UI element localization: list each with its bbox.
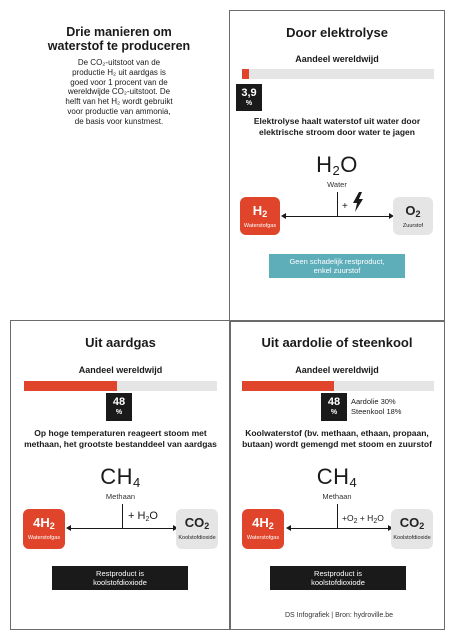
- formula-part: CO: [184, 515, 205, 530]
- elektrolyse-description-line2: elektrische stroom door water te jagen: [259, 126, 415, 137]
- aardolie-note-line2: koolstofdioxiode: [311, 578, 365, 587]
- aardgas-share-value: 48: [112, 396, 126, 408]
- elektrolyse-share-value: 3,9: [241, 87, 257, 99]
- aardolie-breakdown-line1: Aardolie 30%: [351, 397, 396, 406]
- aardolie-share-unit: %: [330, 409, 338, 416]
- elektrolyse-note-line1: Geen schadelijk restproduct,: [289, 257, 385, 266]
- formula-sub: 2: [332, 163, 341, 178]
- elektrolyse-left-label: Waterstofgas: [243, 223, 277, 229]
- elektrolyse-right-formula: [393, 197, 433, 221]
- elektrolyse-arrow-left: [281, 213, 286, 219]
- formula-part: 4H: [33, 515, 50, 530]
- elektrolyse-product-left: [240, 197, 280, 235]
- aardgas-share-unit: %: [115, 409, 123, 416]
- plus-sub: 2: [353, 518, 358, 525]
- aardgas-share-bar-fill: [24, 381, 117, 391]
- formula-part: O: [340, 152, 358, 177]
- formula-sub: 2: [419, 521, 425, 531]
- elektrolyse-description-line1: Elektrolyse haalt waterstof uit water door: [253, 116, 421, 126]
- intro-body-line: wereldwijde CO₂-uitstoot. De: [67, 87, 171, 97]
- aardgas-left-label: Waterstofgas: [27, 535, 61, 541]
- aardolie-formula: [229, 464, 445, 490]
- aardgas-product-right: [176, 509, 218, 549]
- aardgas-formula-label: Methaan: [105, 492, 136, 501]
- source-credit: DS Infografiek | Bron: hydroville.be: [285, 612, 394, 619]
- aardolie-breakdown-line2: Steenkool 18%: [351, 406, 402, 416]
- aardgas-product-left: [23, 509, 65, 549]
- aardolie-product-left: [242, 509, 284, 549]
- intro-body-line: productie H₂ uit aardgas is: [72, 67, 166, 77]
- aardolie-reaction-stem: [337, 504, 338, 528]
- aardgas-reaction-line: [70, 528, 174, 529]
- elektrolyse-formula-label: Water: [327, 180, 347, 189]
- aardolie-share-value: 48: [327, 396, 341, 408]
- elektrolyse-share-bar-fill: [242, 69, 249, 79]
- aardolie-note-line1: Restproduct is: [314, 569, 362, 578]
- aardolie-arrow-left: [286, 525, 291, 531]
- intro-body-line: de basis voor kunstmest.: [74, 116, 164, 126]
- aardgas-share-badge: [106, 393, 132, 421]
- elektrolyse-share-unit: %: [245, 100, 253, 107]
- plus-part: +O: [342, 513, 354, 523]
- intro-body: [14, 58, 224, 127]
- elektrolyse-note: [269, 254, 405, 278]
- aardolie-description-line2: butaan) wordt gemengd met stoom en zuurstof: [242, 438, 432, 449]
- formula-part: 4H: [252, 515, 269, 530]
- formula-sub: 2: [268, 521, 274, 531]
- aardolie-plus: [342, 513, 384, 525]
- formula-sub: 2: [204, 521, 210, 531]
- aardolie-reaction-line: [290, 528, 389, 529]
- formula-part: CH: [316, 464, 350, 489]
- aardolie-share-bar-fill: [242, 381, 334, 391]
- formula-sub: 2: [49, 521, 55, 531]
- aardolie-formula-label: Methaan: [322, 492, 352, 501]
- aardolie-share-badge: [321, 393, 347, 421]
- formula-sub: 4: [349, 475, 358, 490]
- plus-part: + H: [128, 510, 146, 522]
- plus-part: O: [149, 510, 158, 522]
- aardolie-note: [270, 566, 406, 590]
- elektrolyse-left-formula: [240, 197, 280, 221]
- elektrolyse-reaction-stem: [337, 192, 338, 216]
- elektrolyse-reaction-line: [285, 216, 390, 217]
- aardolie-description-line1: Koolwaterstof (bv. methaan, ethaan, propaan,: [245, 428, 429, 438]
- elektrolyse-formula: [229, 152, 445, 178]
- aardolie-share-bar: [242, 381, 434, 391]
- aardolie-left-label: Waterstofgas: [246, 535, 280, 541]
- formula-part: H: [252, 203, 263, 218]
- intro-body-line: helft van het H₂ wordt gebruikt: [65, 97, 173, 107]
- aardolie-title: Uit aardolie of steenkool: [261, 335, 413, 350]
- elektrolyse-note-line2: enkel zuurstof: [313, 266, 361, 275]
- aardolie-left-formula: [242, 509, 284, 533]
- aardgas-left-formula: [23, 509, 65, 533]
- aardgas-right-formula: [176, 509, 218, 533]
- plus-sub: 2: [373, 518, 378, 525]
- plus-part: + H: [357, 513, 374, 523]
- elektrolyse-share-badge: [236, 84, 262, 111]
- formula-sub: 2: [262, 209, 268, 219]
- aardgas-title: Uit aardgas: [85, 335, 156, 350]
- aardgas-formula: [10, 464, 231, 490]
- formula-part: O: [405, 203, 416, 218]
- elektrolyse-right-label: Zuurstof: [402, 223, 424, 229]
- plus-sub: 2: [145, 516, 150, 523]
- aardgas-arrow-left: [66, 525, 71, 531]
- aardgas-right-label: Koolstofdioxide: [178, 535, 216, 541]
- intro-body-line: goed voor 1 procent van de: [70, 77, 168, 87]
- elektrolyse-title: Door elektrolyse: [286, 25, 388, 40]
- elektrolyse-share-label: Aandeel wereldwijd: [295, 54, 379, 64]
- formula-sub: 4: [133, 475, 141, 490]
- intro-title-line2: waterstof te produceren: [47, 39, 191, 53]
- aardolie-breakdown: [351, 397, 401, 416]
- elektrolyse-description: [236, 116, 438, 137]
- intro-title-line1: Drie manieren om: [66, 25, 172, 39]
- aardgas-note: [52, 566, 188, 590]
- aardolie-right-formula: [391, 509, 433, 533]
- aardgas-reaction-stem: [122, 504, 123, 528]
- aardgas-share-label: Aandeel wereldwijd: [78, 365, 163, 375]
- aardgas-description-line2: methaan, het grootste bestanddeel van aardgas: [24, 438, 217, 449]
- intro-body-line: De CO₂-uitstoot van de: [77, 58, 161, 67]
- aardgas-description-line1: Op hoge temperaturen reageert stoom met: [34, 428, 207, 438]
- formula-part: CO: [399, 515, 420, 530]
- aardgas-share-bar: [24, 381, 217, 391]
- formula-part: H: [316, 152, 333, 177]
- elektrolyse-share-bar: [242, 69, 434, 79]
- intro-title: [14, 25, 224, 53]
- elektrolyse-product-right: [393, 197, 433, 235]
- aardgas-description: [14, 428, 227, 449]
- aardolie-right-label: Koolstofdioxide: [393, 535, 431, 541]
- aardolie-product-right: [391, 509, 433, 549]
- aardgas-note-line1: Restproduct is: [96, 569, 144, 578]
- aardgas-note-line2: koolstofdioxiode: [93, 578, 147, 587]
- formula-part: CH: [100, 464, 134, 489]
- formula-sub: 2: [415, 209, 421, 219]
- intro-body-line: voor productie van ammonia,: [67, 106, 171, 116]
- aardolie-description: [233, 428, 441, 449]
- lightning-icon: [352, 192, 364, 212]
- aardgas-plus: [128, 510, 158, 523]
- aardolie-share-label: Aandeel wereldwijd: [295, 365, 379, 375]
- elektrolyse-plus: +: [342, 201, 348, 212]
- plus-part: O: [377, 513, 384, 523]
